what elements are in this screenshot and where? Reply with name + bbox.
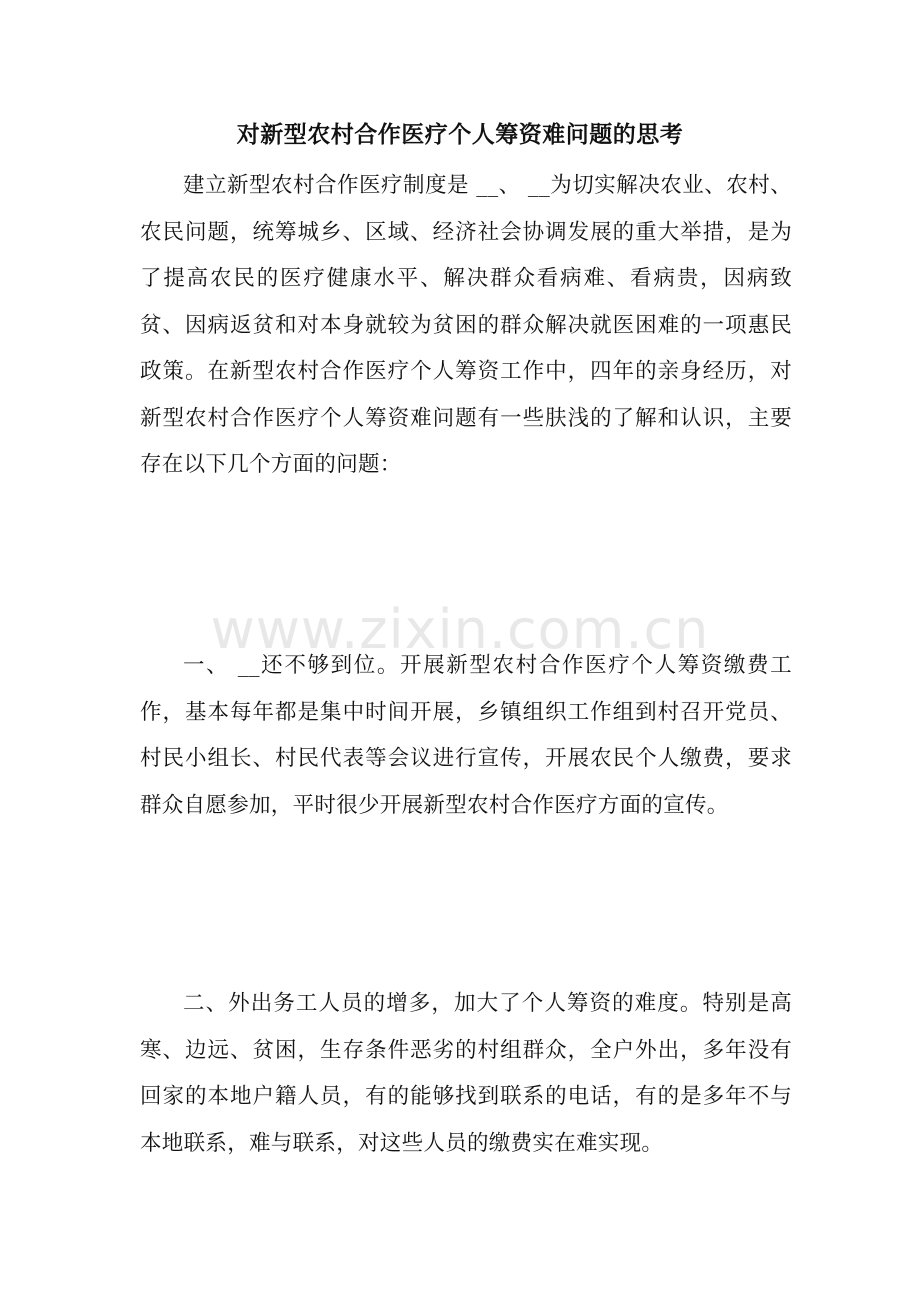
document-title: 对新型农村合作医疗个人筹资难问题的思考 [236, 121, 684, 148]
paragraph-intro: 建立新型农村合作医疗制度是 __、 __为切实解决农业、农村、农民问题，统筹城乡、区域、经济社会协调发展的重大举措，是为了提高农民的医疗健康水平、解决群众看病难、看病贵，因病致贫、因病返贫和对本身就较为贫困的群众解决就医困难的一项惠民政策。在新型农村合作医疗个人筹资工作中，四年的亲身经历，对新型农村合作医疗个人筹资难问题有一些肤浅的了解和认识，主要存在以下几个方面的问题： [140, 173, 792, 477]
paragraph-section-one: 一、 __还不够到位。开展新型农村合作医疗个人筹资缴费工作，基本每年都是集中时间开展，乡镇组织工作组到村召开党员、村民小组长、村民代表等会议进行宣传，开展农民个人缴费，要求群众自愿参加，平时很少开展新型农村合作医疗方面的宣传。 [140, 653, 792, 818]
watermark: www.zixin.com.cn [210, 598, 710, 661]
paragraph-section-two: 二、外出务工人员的增多，加大了个人筹资的难度。特别是高寒、边远、贫困，生存条件恶劣的村组群众，全户外出，多年没有回家的本地户籍人员，有的能够找到联系的电话，有的是多年不与本地联系，难与联系，对这些人员的缴费实在难实现。 [140, 991, 792, 1156]
